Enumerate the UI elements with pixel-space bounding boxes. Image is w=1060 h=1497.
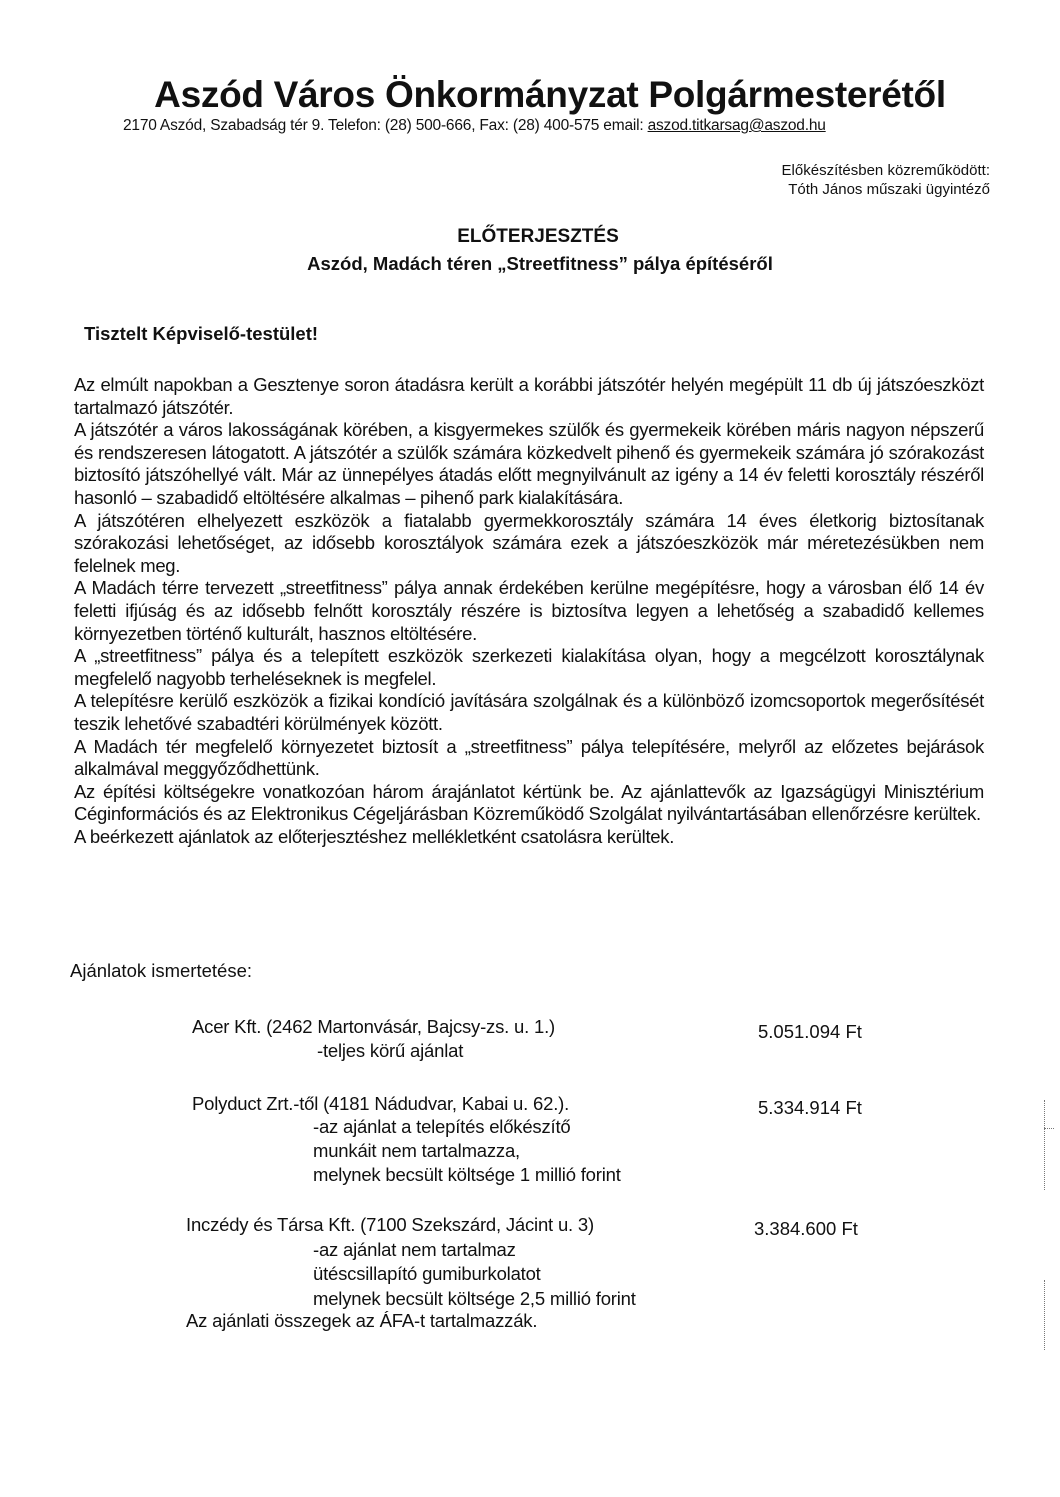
prepared-by-label: Előkészítésben közreműködött: [781, 162, 990, 179]
offer-note: -az ajánlat nem tartalmaz [313, 1239, 516, 1260]
paragraph: A beérkezett ajánlatok az előterjesztéshez mellékletként csatolásra kerültek. [74, 825, 675, 847]
offer-note: melynek becsült költsége 1 millió forint [313, 1164, 621, 1185]
paragraph: A „streetfitness” pálya és a telepített eszközök szerkezeti kialakítása olyan, hogy a megcélzott korosztálynak megfelelő nagyobb terheléseknek is megfelel. [74, 645, 984, 689]
paragraph: A telepítésre kerülő eszközök a fizikai kondíció javítására szolgálnak és a különböző izomcsoportok megerősítését teszik lehetővé szabadtéri körülmények között. [74, 690, 984, 734]
paragraph: Az elmúlt napokban a Gesztenye soron átadásra került a korábbi játszótér helyén megépült 11 db új játszóeszközt tartalmazó játszótér. [74, 374, 984, 418]
paragraph: A játszótéren elhelyezett eszközök a fiatalabb gyermekkorosztály számára 14 éves életkorig biztosítanak szórakozási lehetőséget, az idősebb korosztályok számára ezek a játszóeszközök már méretezésükben nem felelnek meg. [74, 509, 984, 576]
vat-note: Az ajánlati összegek az ÁFA-t tartalmazzák. [186, 1310, 538, 1331]
offer-note: -az ajánlat a telepítés előkészítő [313, 1116, 571, 1137]
offer-company: Inczédy és Társa Kft. (7100 Szekszárd, Jácint u. 3) [186, 1214, 594, 1235]
offer-note: munkáit nem tartalmazza, [313, 1140, 521, 1161]
offer-price: 5.051.094 Ft [758, 1021, 862, 1042]
body-text [74, 374, 984, 848]
offer-price: 3.384.600 Ft [754, 1218, 858, 1239]
offer-note: -teljes körű ajánlat [317, 1040, 464, 1061]
letterhead-contact [123, 117, 826, 135]
document-subheading: Aszód, Madách téren „Streetfitness” pálya építéséről [307, 253, 773, 274]
offer-note: ütéscsillapító gumiburkolatot [313, 1263, 541, 1284]
contact-details: 2170 Aszód, Szabadság tér 9. Telefon: (28) 500-666, Fax: (28) 400-575 email: [123, 117, 648, 134]
offer-company: Acer Kft. (2462 Martonvásár, Bajcsy-zs. u. 1.) [192, 1016, 555, 1037]
offer-note: melynek becsült költsége 2,5 millió forint [313, 1288, 636, 1309]
paragraph: A játszótér a város lakosságának körében, a kisgyermekes szülők és gyermekeik körében máris nagyon népszerű és rendszeresen látogatott. A játszótér a szülők számára közkedvelt pihenő és gyermekeik számára jó szórakozást biztosító játszóhellyé vált. Már az ünnepélyes átadás előtt megnyilvánult az igény a 14 év feletti korosztály részéről hasonló – szabadidő eltöltésére alkalmas – pihenő park kialakítására. [74, 419, 984, 508]
letterhead-title: Aszód Város Önkormányzat Polgármesterétől [154, 74, 946, 115]
prepared-by [782, 161, 990, 199]
document-heading: ELŐTERJESZTÉS [457, 226, 619, 247]
prepared-by-person: Tóth János műszaki ügyintéző [788, 181, 990, 198]
scan-margin-mark [1044, 1128, 1054, 1129]
offers-label: Ajánlatok ismertetése: [70, 960, 253, 981]
offer-company: Polyduct Zrt.-től (4181 Nádudvar, Kabai u. 62.). [192, 1093, 570, 1114]
paragraph: A Madách tér megfelelő környezetet biztosít a „streetfitness” pálya telepítésére, melyről az előzetes bejárások alkalmával meggyőződhettünk. [74, 735, 984, 780]
salutation: Tisztelt Képviselő-testület! [84, 323, 319, 344]
scan-margin-mark [1044, 1280, 1047, 1350]
offer-price: 5.334.914 Ft [758, 1097, 862, 1118]
paragraph: Az építési költségekre vonatkozóan három árajánlatot kértünk be. Az ajánlattevők az Igazságügyi Minisztérium Céginformációs és az Elektronikus Cégeljárásban Közreműködő Szolgálat nyilvántartásában ellenőrzésre kerültek. [74, 780, 984, 825]
paragraph: A Madách térre tervezett „streetfitness” pálya annak érdekében kerülne megépítésre, hogy a városban élő 14 év feletti ifjúság és az idősebb felnőtt korosztály részére is biztosítva legyen a lehetőség a szabadidő kellemes környezetben történő kulturált, hasznos eltöltésére. [74, 577, 984, 644]
email-link[interactable]: aszod.titkarsag@aszod.hu [647, 117, 826, 134]
scan-margin-mark [1044, 1100, 1047, 1190]
